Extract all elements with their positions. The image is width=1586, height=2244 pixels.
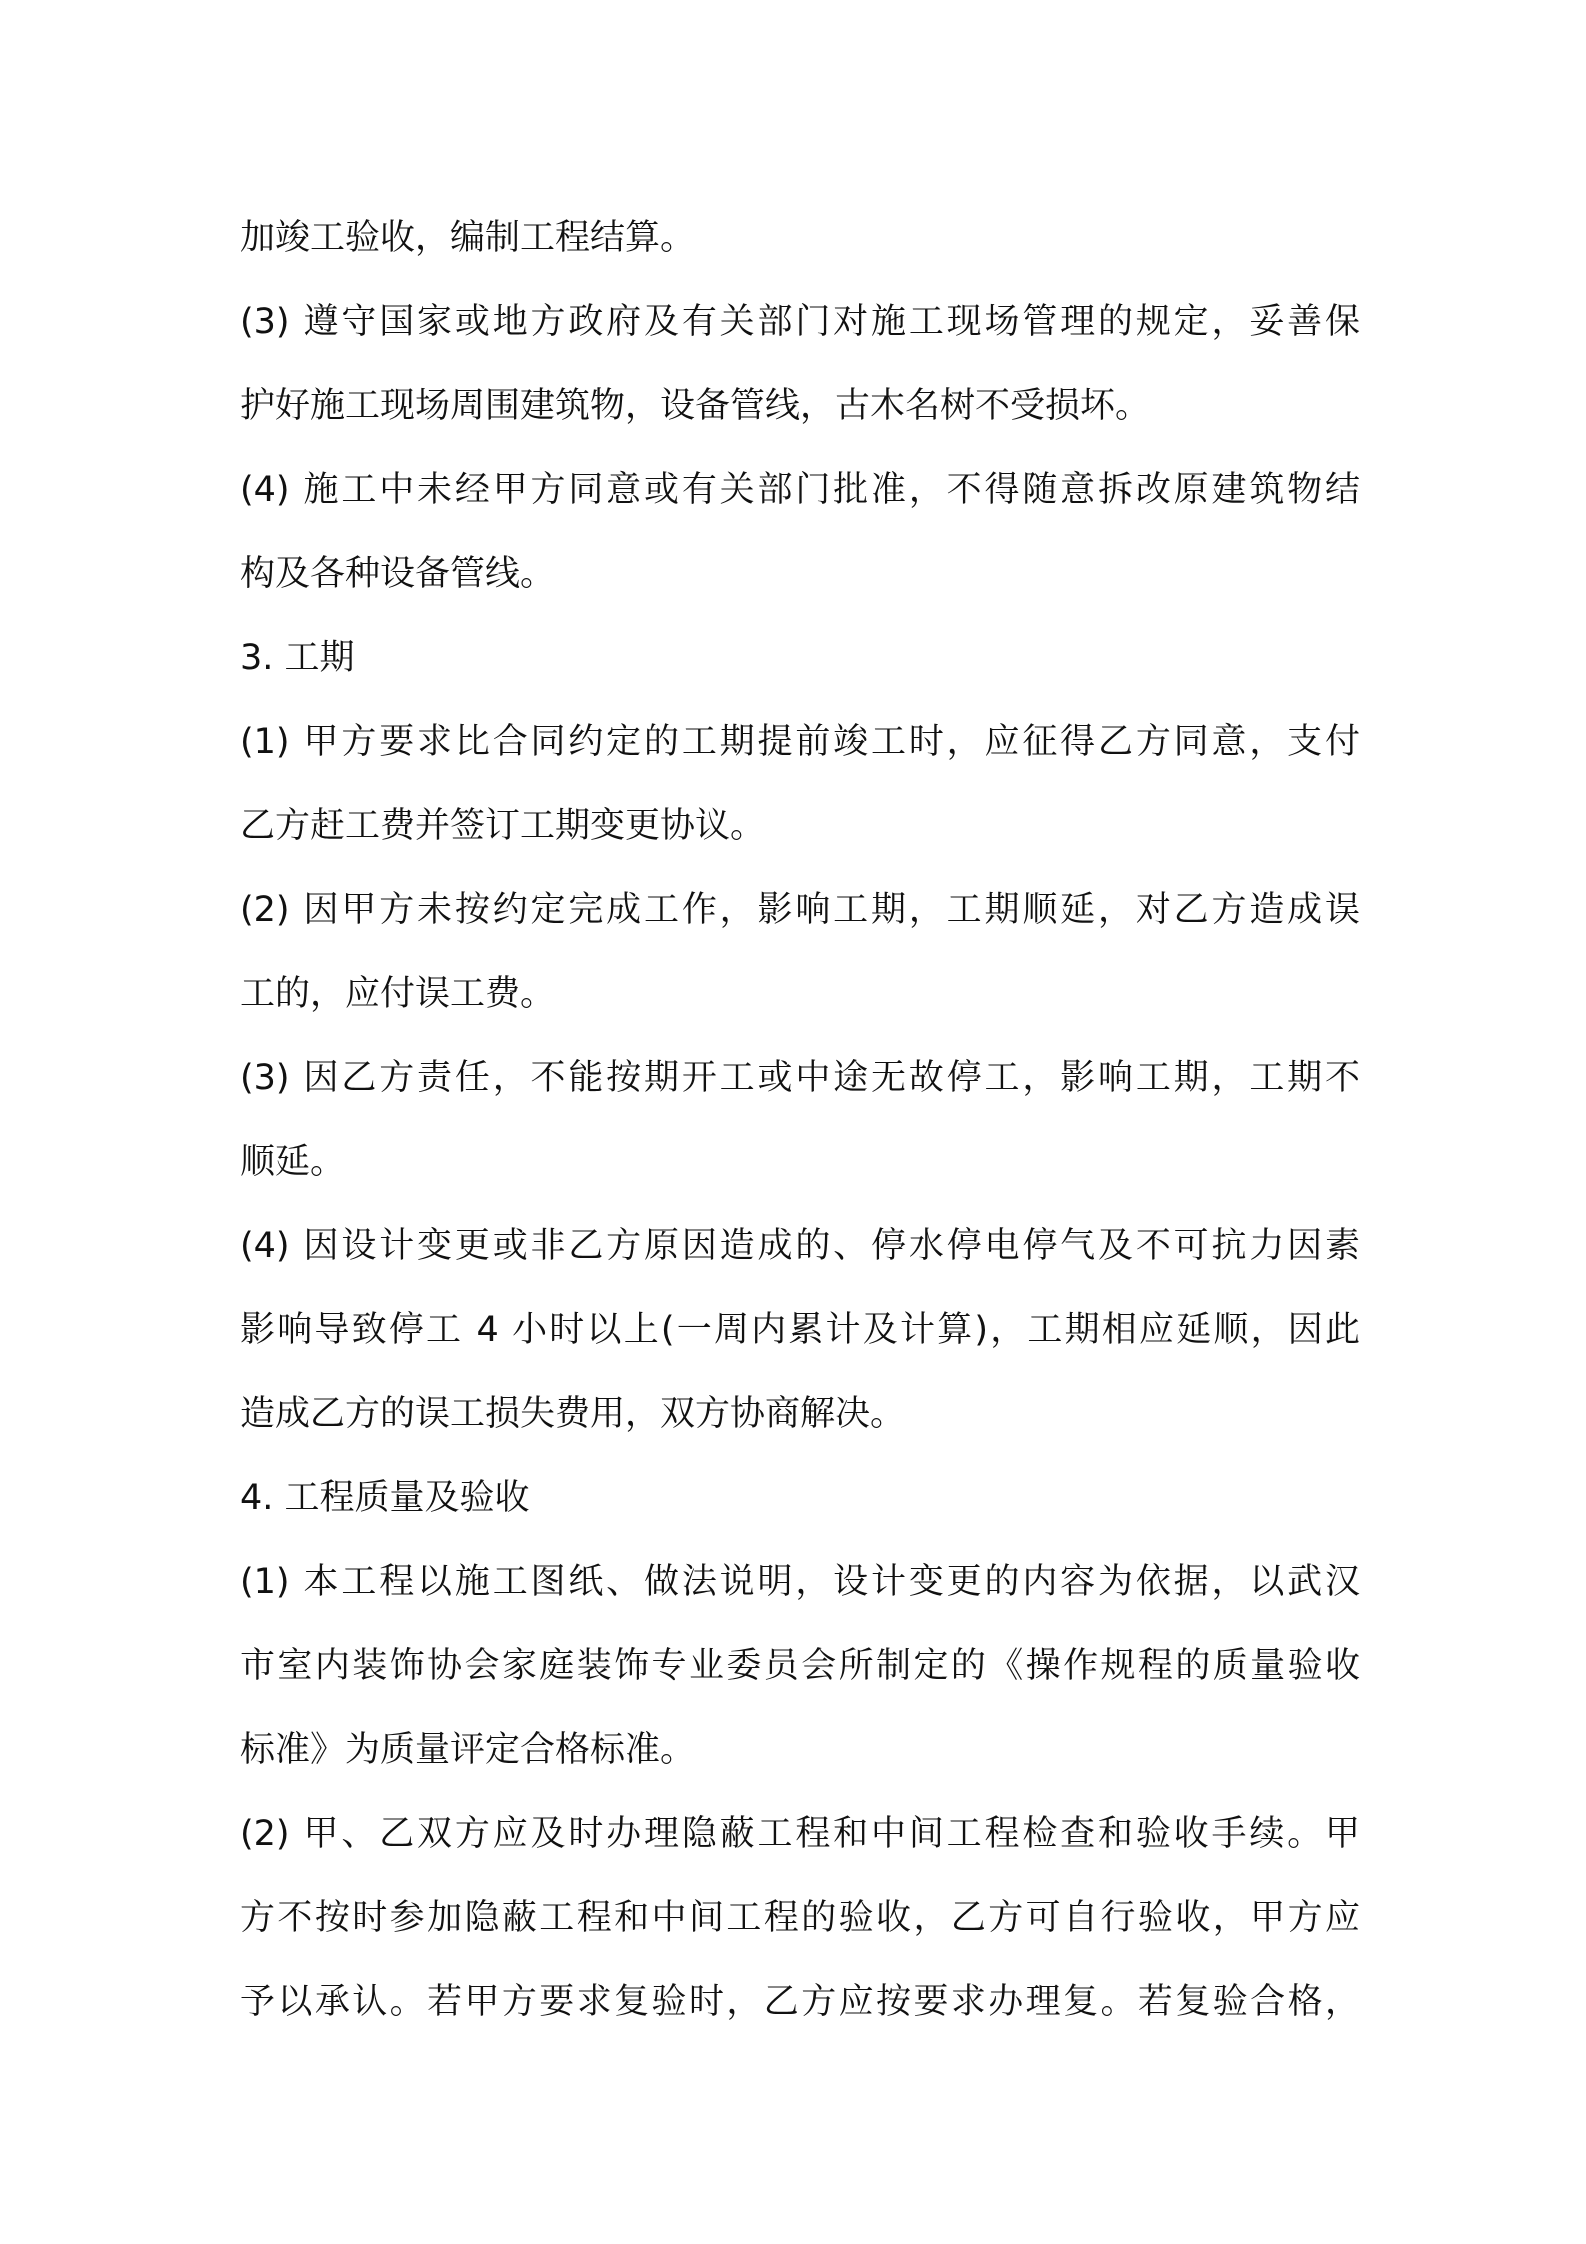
text-line: 方不按时参加隐蔽工程和中间工程的验收，乙方可自行验收，甲方应 bbox=[240, 1898, 1360, 1938]
text-line: 构及各种设备管线。 bbox=[240, 554, 556, 594]
text-line: 4. 工程质量及验收 bbox=[240, 1478, 530, 1518]
text-line: 影响导致停工 4 小时以上(一周内累计及计算)，工期相应延顺，因此 bbox=[240, 1310, 1360, 1350]
text-line: 造成乙方的误工损失费用，双方协商解决。 bbox=[240, 1394, 906, 1434]
text-line: (1) 本工程以施工图纸、做法说明，设计变更的内容为依据，以武汉 bbox=[240, 1562, 1360, 1602]
text-line: 工的，应付误工费。 bbox=[240, 974, 556, 1014]
text-line: 顺延。 bbox=[240, 1142, 346, 1182]
text-line: (3) 遵守国家或地方政府及有关部门对施工现场管理的规定，妥善保 bbox=[240, 302, 1360, 342]
text-line: 3. 工期 bbox=[240, 638, 355, 678]
text-line: 加竣工验收，编制工程结算。 bbox=[240, 218, 696, 258]
text-line: (2) 甲、乙双方应及时办理隐蔽工程和中间工程检查和验收手续。甲 bbox=[240, 1814, 1360, 1854]
text-line: (2) 因甲方未按约定完成工作，影响工期，工期顺延，对乙方造成误 bbox=[240, 890, 1360, 930]
text-line: 护好施工现场周围建筑物，设备管线，古木名树不受损坏。 bbox=[240, 386, 1151, 426]
text-line: 予以承认。若甲方要求复验时，乙方应按要求办理复。若复验合格， bbox=[240, 1982, 1360, 2022]
text-line: (4) 施工中未经甲方同意或有关部门批准，不得随意拆改原建筑物结 bbox=[240, 470, 1360, 510]
text-line: 乙方赶工费并签订工期变更协议。 bbox=[240, 806, 766, 846]
text-line: (4) 因设计变更或非乙方原因造成的、停水停电停气及不可抗力因素 bbox=[240, 1226, 1360, 1266]
text-line: (1) 甲方要求比合同约定的工期提前竣工时，应征得乙方同意，支付 bbox=[240, 722, 1360, 762]
text-line: (3) 因乙方责任，不能按期开工或中途无故停工，影响工期，工期不 bbox=[240, 1058, 1360, 1098]
document-body bbox=[240, 196, 1360, 2044]
text-line: 标准》为质量评定合格标准。 bbox=[240, 1730, 696, 1770]
text-line: 市室内装饰协会家庭装饰专业委员会所制定的《操作规程的质量验收 bbox=[240, 1646, 1360, 1686]
